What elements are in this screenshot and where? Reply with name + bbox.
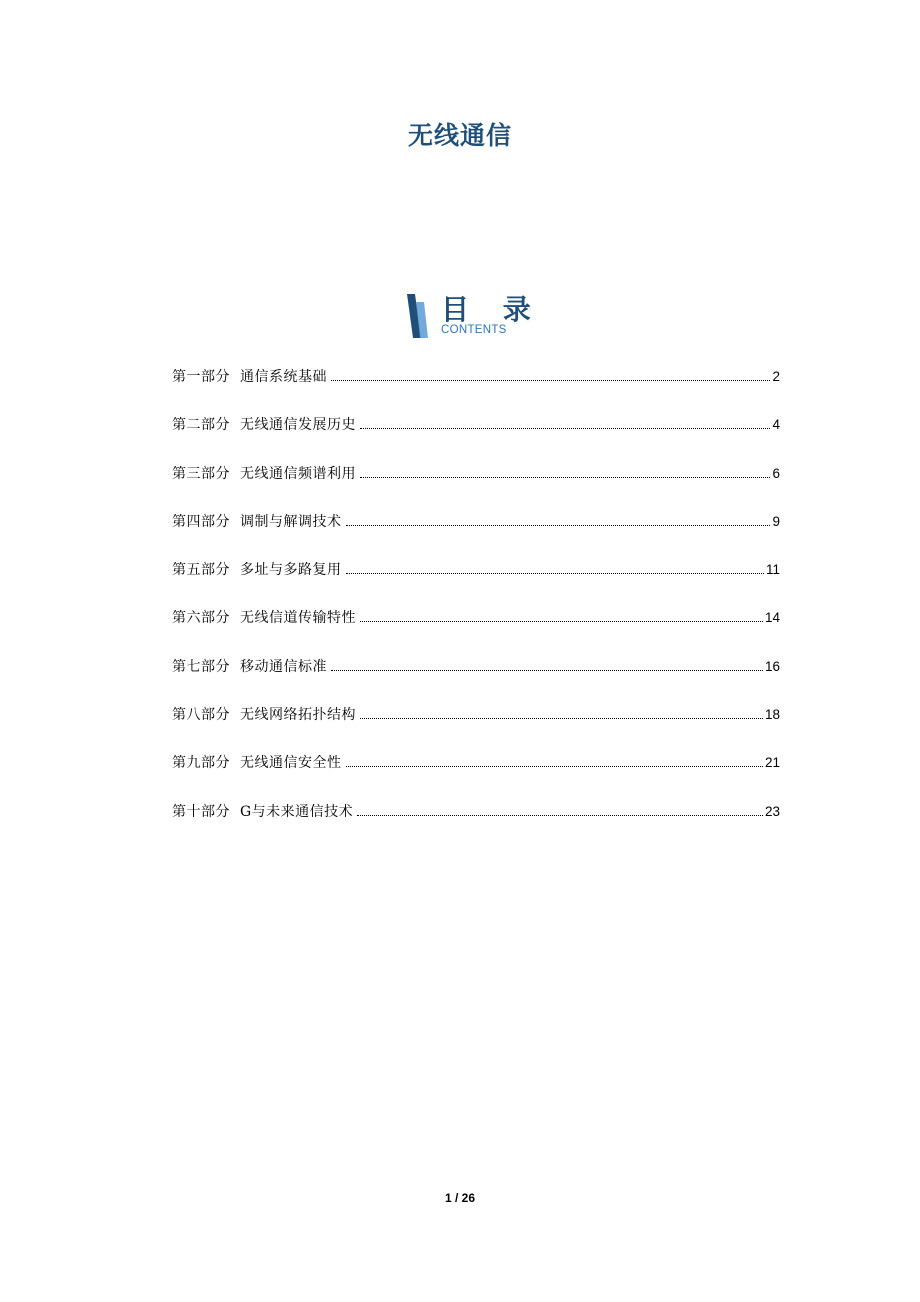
toc-entry-page: 14 [764,610,780,626]
toc-entry-name: 移动通信标准 [240,658,327,675]
toc-entry-page: 6 [772,465,780,481]
toc-entry[interactable] [172,656,780,680]
toc-entry-page: 9 [772,513,780,529]
toc-logo-icon [405,294,429,338]
toc-entry[interactable] [172,607,780,631]
toc-entry-name: G与未来通信技术 [240,803,354,820]
toc-entry-part: 第七部分 [172,658,230,675]
toc-entry-page: 4 [772,417,780,433]
toc-entry-name: 无线通信频谱利用 [240,465,356,482]
toc-entry-name: 无线网络拓扑结构 [240,707,356,724]
toc-entry-leader [331,669,763,671]
toc-heading: 目 录 [441,293,543,326]
toc-entry[interactable] [172,511,780,535]
toc-entry-part: 第三部分 [172,465,230,482]
toc-entry-part: 第十部分 [172,803,230,820]
toc-entry[interactable] [172,704,780,728]
toc-entry-name: 无线信道传输特性 [240,610,356,627]
toc-entry-page: 16 [764,658,780,674]
toc-entry-part: 第一部分 [172,369,230,385]
toc-entry-leader [346,524,771,526]
toc-entry-part: 第六部分 [172,610,230,627]
toc-entry-leader [360,476,770,478]
toc-entry[interactable] [172,366,780,390]
toc-entry[interactable] [172,414,780,438]
toc-entry[interactable] [172,559,780,583]
toc-entry-leader [360,717,763,719]
toc-entry-name: 多址与多路复用 [240,562,342,579]
toc-list [172,366,780,849]
toc-entry-page: 11 [765,562,780,578]
toc-entry-name: 无线通信发展历史 [240,417,356,434]
toc-entry[interactable] [172,752,780,776]
toc-entry-page: 18 [764,707,780,723]
toc-entry-leader [360,620,763,622]
toc-entry[interactable] [172,463,780,487]
toc-subheading: CONTENTS [441,324,507,336]
toc-entry[interactable] [172,801,780,825]
toc-entry-page: 23 [764,803,780,819]
toc-entry-leader [331,379,770,381]
toc-entry-leader [346,765,763,767]
toc-entry-page: 21 [764,755,780,771]
toc-entry-part: 第九部分 [172,755,230,772]
toc-entry-part: 第四部分 [172,513,230,530]
toc-entry-part: 第五部分 [172,562,230,579]
toc-entry-name: 无线通信安全性 [240,755,342,772]
toc-entry-leader [346,572,764,574]
document-title: 无线通信 [407,121,512,150]
toc-entry-page: 2 [772,369,780,384]
toc-entry-leader [360,427,770,429]
page-indicator: 1 / 26 [444,1191,476,1205]
toc-entry-part: 第八部分 [172,707,230,724]
toc-entry-name: 通信系统基础 [240,369,327,385]
toc-header [405,292,543,342]
toc-entry-leader [357,814,763,816]
toc-entry-name: 调制与解调技术 [240,513,342,530]
toc-entry-part: 第二部分 [172,417,230,434]
